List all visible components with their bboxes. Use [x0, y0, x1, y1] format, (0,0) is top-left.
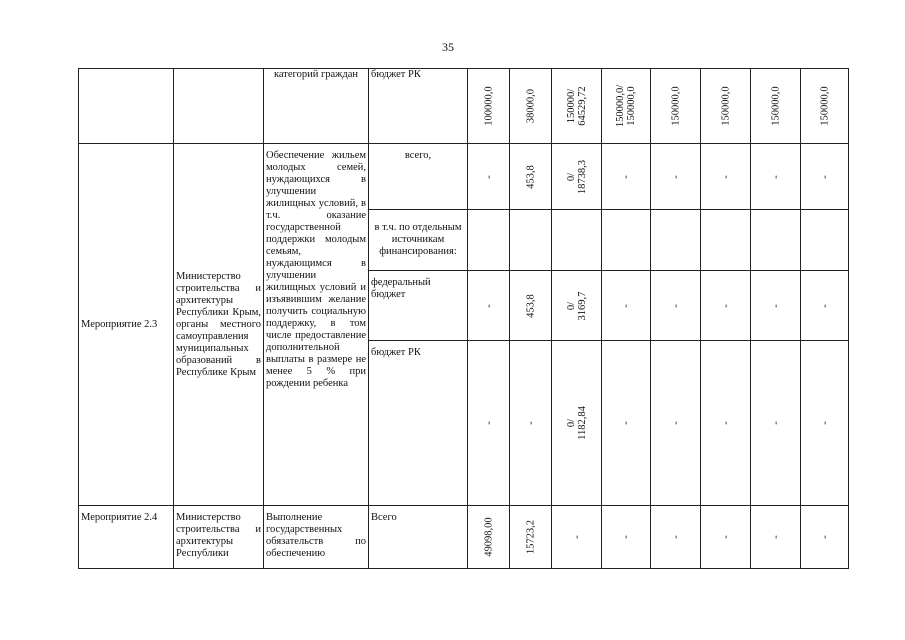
value-cell: - [701, 271, 751, 341]
value-cell [468, 210, 510, 271]
value-cell: 150000,0 [651, 69, 701, 144]
value-cell: - [552, 506, 602, 569]
value-cell: - [602, 144, 651, 210]
table-row [79, 506, 849, 569]
value-cell: - [751, 506, 801, 569]
value-cell: - [701, 506, 751, 569]
source-cell: Всего [369, 506, 468, 569]
page-number: 35 [442, 40, 454, 54]
value-cell: 15723,2 [510, 506, 552, 569]
value-cell: 0/ 1182,84 [552, 341, 602, 506]
value-cell: - [801, 271, 849, 341]
value-cell: - [651, 506, 701, 569]
value-cell [751, 210, 801, 271]
value-cell: - [751, 271, 801, 341]
value-cell: - [468, 271, 510, 341]
description-cell: категорий граждан [264, 69, 369, 144]
value-cell: 150000,0 [701, 69, 751, 144]
value-cell: - [468, 341, 510, 506]
value-cell [801, 210, 849, 271]
value-cell: 100000,0 [468, 69, 510, 144]
value-cell: 150000,0/ 150000,0 [602, 69, 651, 144]
source-cell: бюджет РК [369, 341, 468, 506]
value-cell: - [751, 144, 801, 210]
value-cell [602, 210, 651, 271]
event-id-cell: Мероприятие 2.4 [79, 506, 174, 569]
executor-cell: Министерство строительства и архитектуры Республики Крым, органы местного самоуправления муниципальных образований в Республике Крым [174, 144, 264, 506]
value-cell: - [510, 341, 552, 506]
value-cell: - [602, 271, 651, 341]
event-id-cell [79, 69, 174, 144]
table-row [79, 69, 849, 144]
value-cell: - [751, 341, 801, 506]
source-cell: всего, [369, 144, 468, 210]
source-cell: в т.ч. по отдельным источникам финансирования: [369, 210, 468, 271]
value-cell: 150000,0 [801, 69, 849, 144]
value-cell: 453,8 [510, 144, 552, 210]
source-cell: бюджет РК [369, 69, 468, 144]
description-cell: Обеспечение жильем молодых семей, нуждающихся в улучшении жилищных условий, в т.ч. оказание государственной поддержки молодым семьям, нуждающимся в улучшении жилищных условий и изъявившим желание получить социальную поддержку, в том числе предоставление дополнительной выплаты в размере не менее 5 % при рождении ребенка [264, 144, 369, 506]
value-cell: - [602, 341, 651, 506]
executor-cell: Министерство строительства и архитектуры Республики [174, 506, 264, 569]
value-cell: 150000/ 64529,72 [552, 69, 602, 144]
value-cell [552, 210, 602, 271]
value-cell [701, 210, 751, 271]
value-cell: - [602, 506, 651, 569]
value-cell: - [801, 506, 849, 569]
value-cell: 38000,0 [510, 69, 552, 144]
value-cell: 0/ 18738,3 [552, 144, 602, 210]
value-cell: 49098,00 [468, 506, 510, 569]
value-cell: - [651, 271, 701, 341]
description-cell: Выполнение государственных обязательств по обеспечению [264, 506, 369, 569]
value-cell: 0/ 3169,7 [552, 271, 602, 341]
value-cell [651, 210, 701, 271]
value-cell: - [701, 144, 751, 210]
value-cell: - [801, 144, 849, 210]
value-cell: 150000,0 [751, 69, 801, 144]
value-cell: - [701, 341, 751, 506]
table-row [79, 144, 849, 210]
source-cell: федеральный бюджет [369, 271, 468, 341]
financing-table [78, 68, 849, 569]
executor-cell [174, 69, 264, 144]
value-cell: - [651, 144, 701, 210]
value-cell: 453,8 [510, 271, 552, 341]
value-cell [510, 210, 552, 271]
value-cell: - [468, 144, 510, 210]
value-cell: - [801, 341, 849, 506]
event-id-cell: Мероприятие 2.3 [79, 144, 174, 506]
value-cell: - [651, 341, 701, 506]
